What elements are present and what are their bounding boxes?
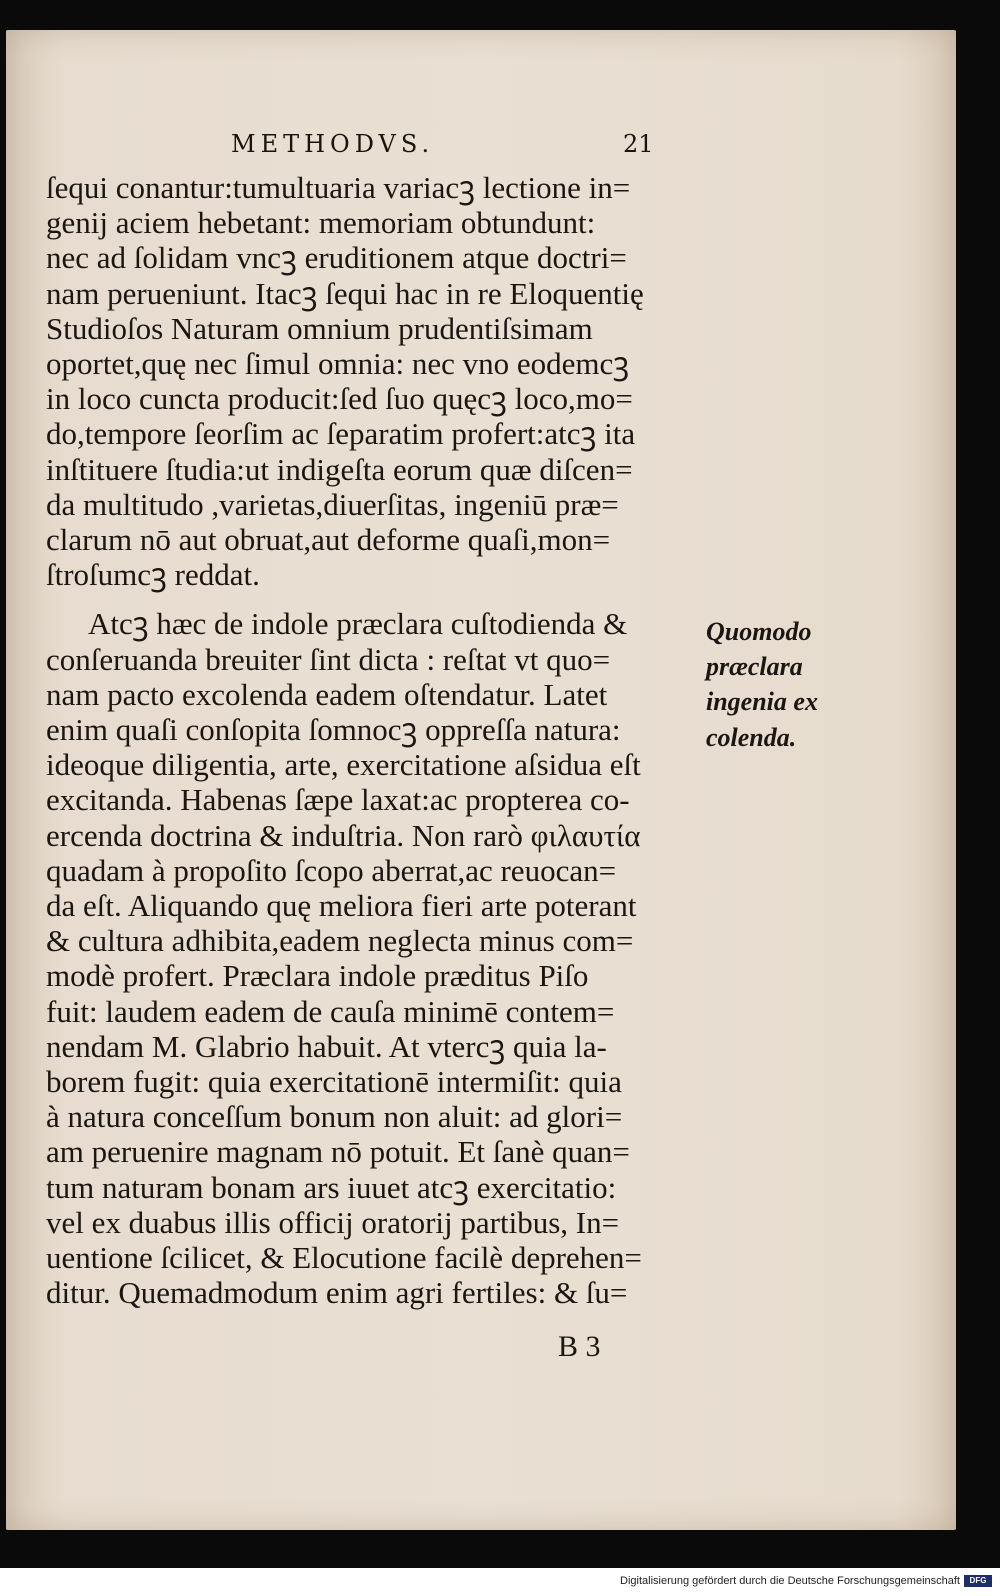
- text-line: ditur. Quemadmodum enim agri fertiles: & ſu=: [46, 1275, 628, 1311]
- text-line: inſtituere ſtudia:ut indigeſta eorum quæ diſcen=: [46, 451, 633, 487]
- marginal-note: [706, 614, 818, 755]
- text-line: nendam M. Glabrio habuit. At vtercꝫ quia la-: [46, 1028, 607, 1064]
- marginal-note-line: Quomodo: [706, 617, 812, 646]
- text-line: Studioſos Naturam omnium prudentiſsimam: [46, 310, 593, 346]
- text-line: tum naturam bonam ars iuuet atcꝫ exercitatio:: [46, 1169, 617, 1205]
- text-line: ideoque diligentia, arte, exercitatione aſsidua eſt: [46, 747, 641, 783]
- marginal-note-line: ingenia ex: [706, 687, 818, 717]
- book-page: [6, 30, 956, 1530]
- body-text: [46, 170, 726, 1311]
- marginal-note-line: præclara: [706, 652, 803, 682]
- text-line: nam perueniunt. Itacꝫ ſequi hac in re Eloquentię: [46, 275, 644, 311]
- text-line: & cultura adhibita,eadem neglecta minus com=: [46, 923, 634, 959]
- text-line: do,tempore ſeorſim ac ſeparatim profert:atcꝫ ita: [46, 416, 636, 452]
- text-line: ercenda doctrina & induſtria. Non rarò φιλαυτία: [46, 817, 641, 853]
- text-line: enim quaſi conſopita ſomnocꝫ oppreſſa natura:: [46, 712, 621, 748]
- text-line: clarum nō aut obruat,aut deforme quaſi,mon=: [46, 522, 611, 558]
- text-line: modè profert. Præclara indole præditus Piſo: [46, 958, 589, 994]
- text-line: oportet,quę nec ſimul omnia: nec vno eodemcꝫ: [46, 346, 630, 382]
- text-line: uentione ſcilicet, & Elocutione facilè deprehen=: [46, 1240, 642, 1276]
- text-line: ſequi conantur:tumultuaria variacꝫ lectione in=: [46, 170, 631, 205]
- text-line: da multitudo ,varietas,diuerſitas, ingeniū præ=: [46, 486, 619, 522]
- text-line: excitanda. Habenas ſæpe laxat:ac propterea co-: [46, 782, 630, 818]
- footer-bar: [0, 1568, 1000, 1596]
- signature-mark: B 3: [558, 1330, 601, 1363]
- text-line: à natura conceſſum bonum non aluit: ad glori=: [46, 1099, 623, 1135]
- dfg-logo-icon: DFG: [964, 1575, 992, 1587]
- paragraph-first-line: Atcꝫ hæc de indole præclara cuſtodienda &: [88, 606, 628, 642]
- text-line: genij aciem hebetant: memoriam obtundunt:: [46, 205, 596, 241]
- text-line: nam pacto excolenda eadem oſtendatur. Latet: [46, 676, 608, 712]
- marginal-note-line: colenda.: [706, 722, 797, 752]
- text-line: fuit: laudem eadem de cauſa minimē contem=: [46, 993, 615, 1029]
- text-line: in loco cuncta producit:ſed ſuo quęcꝫ loco,mo=: [46, 381, 633, 417]
- funding-credit: Digitalisierung gefördert durch die Deutsche Forschungsgemeinschaft: [620, 1575, 960, 1587]
- text-line: nec ad ſolidam vncꝫ eruditionem atque doctri=: [46, 240, 627, 276]
- text-line: borem fugit: quia exercitationē intermiſit: quia: [46, 1064, 622, 1100]
- text-line: da eſt. Aliquando quę meliora fieri arte poterant: [46, 888, 637, 924]
- text-line: conſeruanda breuiter ſint dicta : reſtat vt quo=: [46, 641, 611, 677]
- running-head-title: METHODVS.: [231, 130, 435, 158]
- text-line: am peruenire magnam nō potuit. Et ſanè quan=: [46, 1134, 630, 1170]
- text-line: quadam à propoſito ſcopo aberrat,ac reuocan=: [46, 852, 617, 888]
- text-line: ſtroſumcꝫ reddat.: [46, 557, 260, 593]
- page-number: 21: [623, 130, 654, 158]
- text-line: vel ex duabus illis officij oratorij partibus, In=: [46, 1204, 620, 1240]
